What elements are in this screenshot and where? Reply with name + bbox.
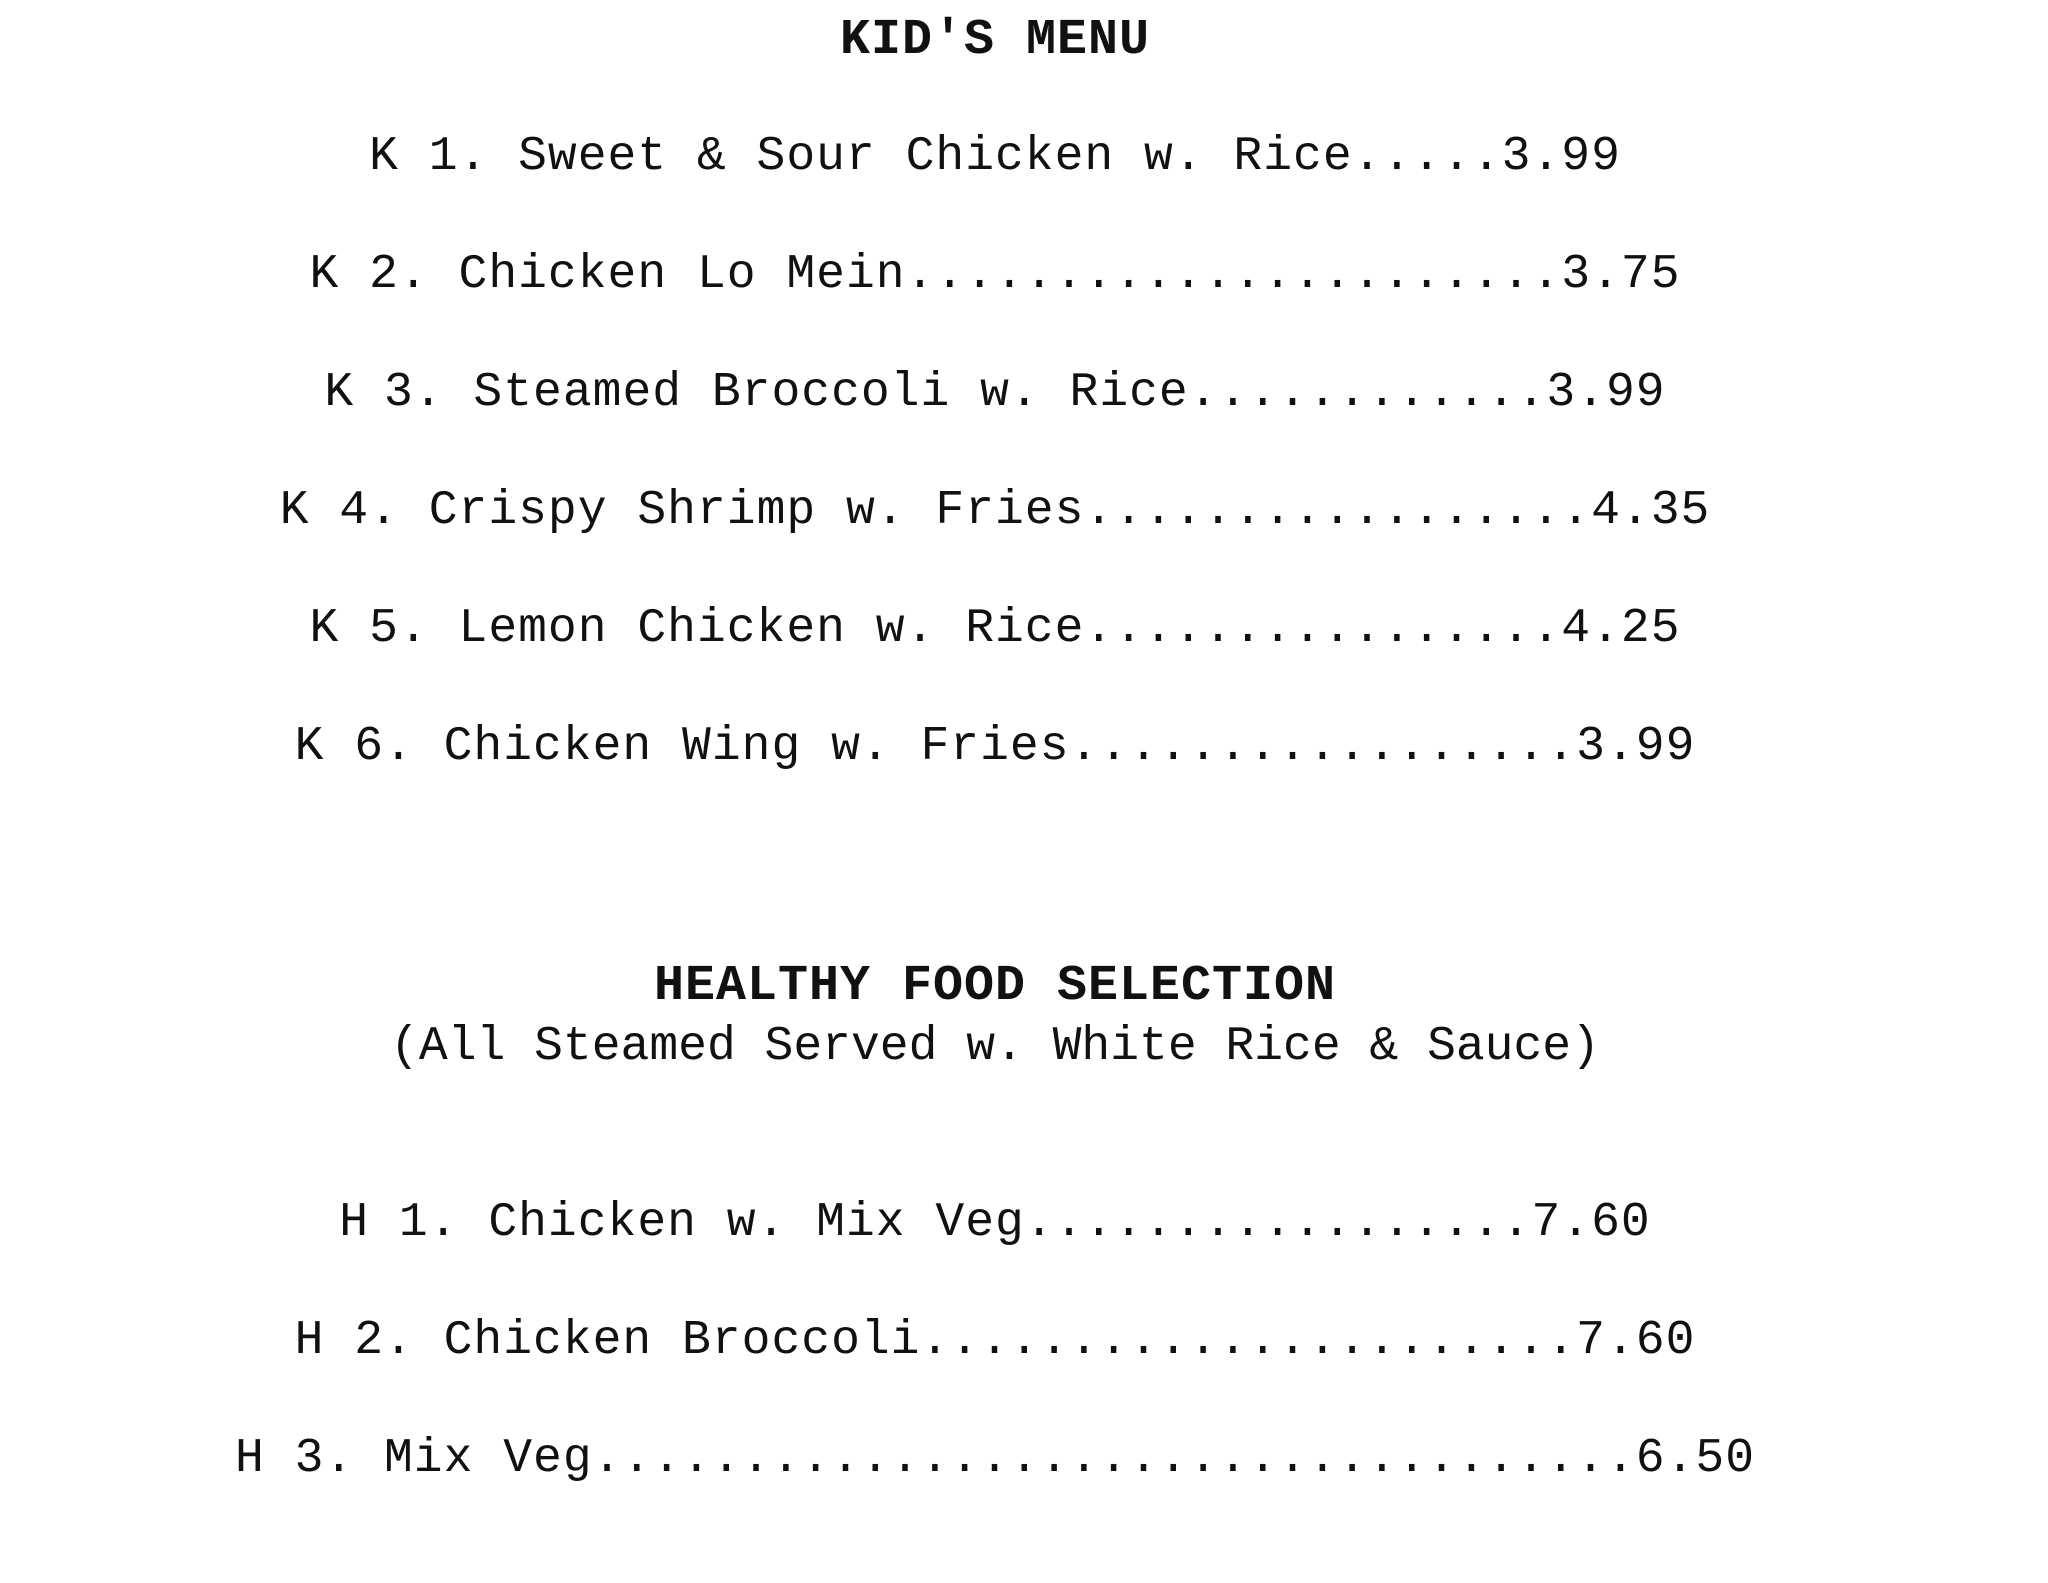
menu-item-h2: H 2. Chicken Broccoli......................7.60 [294, 1314, 1696, 1368]
healthy-selection-subtitle: (All Steamed Served w. White Rice & Sauce) [390, 1020, 1600, 1074]
menu-item-k2: K 2. Chicken Lo Mein......................3.75 [309, 248, 1681, 302]
kids-menu-title: KID'S MENU [839, 12, 1151, 69]
menu-item-h3: H 3. Mix Veg...................................6.50 [234, 1432, 1756, 1486]
menu-item-k6: K 6. Chicken Wing w. Fries.................3.99 [294, 720, 1696, 774]
menu-item-k1: K 1. Sweet & Sour Chicken w. Rice.....3.99 [369, 130, 1621, 184]
healthy-selection-title: HEALTHY FOOD SELECTION [653, 958, 1337, 1015]
menu-item-k5: K 5. Lemon Chicken w. Rice................4.25 [309, 602, 1681, 656]
menu-item-k3: K 3. Steamed Broccoli w. Rice............3.99 [324, 366, 1666, 420]
menu-item-k4: K 4. Crispy Shrimp w. Fries.................4.35 [279, 484, 1711, 538]
menu-item-h1: H 1. Chicken w. Mix Veg.................7.60 [339, 1196, 1651, 1250]
